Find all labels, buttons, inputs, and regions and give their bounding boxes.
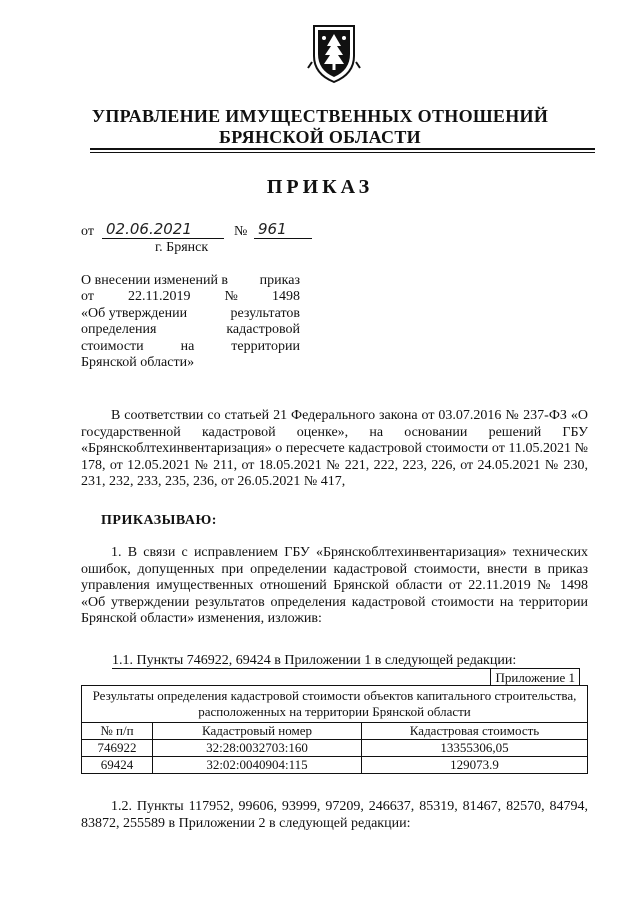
- table-cell: 32:02:0040904:115: [153, 757, 362, 774]
- header-rule: [90, 148, 595, 150]
- bryansk-coat-of-arms-icon: [306, 22, 362, 86]
- order-date: 02.06.2021: [106, 220, 192, 238]
- subject-text: от: [81, 289, 94, 305]
- subject-text: №: [224, 289, 238, 305]
- subject-text: на: [180, 338, 195, 354]
- item-1-2-paragraph: 1.2. Пункты 117952, 99606, 93999, 97209, 246637, 85319, 81467, 82570, 84794, 83872, 255589 в Приложении 2 в следующей редакции:: [81, 799, 588, 831]
- org-name-line1: УПРАВЛЕНИЕ ИМУЩЕСТВЕННЫХ ОТНОШЕНИЙ: [91, 106, 549, 126]
- table-cell: 32:28:0032703:160: [153, 740, 362, 757]
- item-1-paragraph: 1. В связи с исправлением ГБУ «Брянскоблтехинвентаризация» технических ошибок, допущенных при определении кадастровой стоимости, внести в приказ управления имущественных отношений Брянской области от 22.11.2019 № 1498 «Об утверждении результатов определения кадастровой стоимости на территории Брянской области» изменения, изложив:: [81, 545, 588, 627]
- header-rule-thin: [90, 152, 595, 153]
- appendix-label: Приложение 1: [490, 668, 580, 686]
- from-label: от: [81, 224, 94, 239]
- subject-text: «Об утверждении: [81, 305, 188, 321]
- preamble-paragraph: В соответствии со статьей 21 Федерального закона от 03.07.2016 № 237-ФЗ «О государственной кадастровой оценке», на основании решений ГБУ «Брянскоблтехинвентаризация» о пересчете кадастровой стоимости от 11.05.2021 № 178, от 12.05.2021 № 211, от 18.05.2021 № 221, 222, 223, 226, от 24.05.2021 № 230, 231, 232, 233, 235, 236, от 26.05.2021 № 417,: [81, 408, 588, 490]
- appendix-table-block: [81, 668, 588, 774]
- org-name-line2: БРЯНСКОЙ ОБЛАСТИ: [219, 127, 421, 147]
- date-line: [102, 220, 224, 239]
- item-1-1-text: 1.1. Пункты 746922, 69424 в Приложении 1 в следующей редакции:: [112, 653, 517, 668]
- table-caption: Результаты определения кадастровой стоимости объектов капитального строительства, расположенных на территории Брянской области: [82, 686, 588, 723]
- subject-text: результатов: [230, 305, 300, 321]
- table-header-row: [82, 723, 588, 740]
- subject-text: 22.11.2019: [128, 289, 191, 305]
- order-subject: [81, 273, 300, 371]
- number-label: №: [234, 224, 248, 239]
- order-title: ПРИКАЗ: [266, 176, 374, 198]
- subject-text: приказ: [259, 273, 300, 288]
- table-row: [82, 740, 588, 757]
- number-line: [254, 220, 312, 239]
- header-cell: Кадастровый номер: [153, 723, 362, 740]
- subject-text: определения: [81, 322, 157, 338]
- table-cell: 129073.9: [362, 757, 588, 774]
- subject-text: О внесении изменений в: [81, 273, 229, 288]
- order-word: ПРИКАЗЫВАЮ:: [101, 513, 217, 528]
- header-cell: № п/п: [82, 723, 153, 740]
- cadastral-table: [81, 685, 588, 774]
- header-cell: Кадастровая стоимость: [362, 723, 588, 740]
- subject-text: территории: [231, 338, 300, 354]
- table-cell: 13355306,05: [362, 740, 588, 757]
- order-number: 961: [258, 220, 287, 238]
- city: г. Брянск: [155, 240, 209, 255]
- subject-text: кадастровой: [226, 322, 300, 338]
- table-cell: 69424: [82, 757, 153, 774]
- subject-text: стоимости: [81, 338, 144, 354]
- subject-text: Брянской области»: [81, 355, 195, 371]
- subject-text: 1498: [271, 289, 300, 305]
- item-1-1-heading: [112, 653, 516, 669]
- table-row: [82, 757, 588, 774]
- table-cell: 746922: [82, 740, 153, 757]
